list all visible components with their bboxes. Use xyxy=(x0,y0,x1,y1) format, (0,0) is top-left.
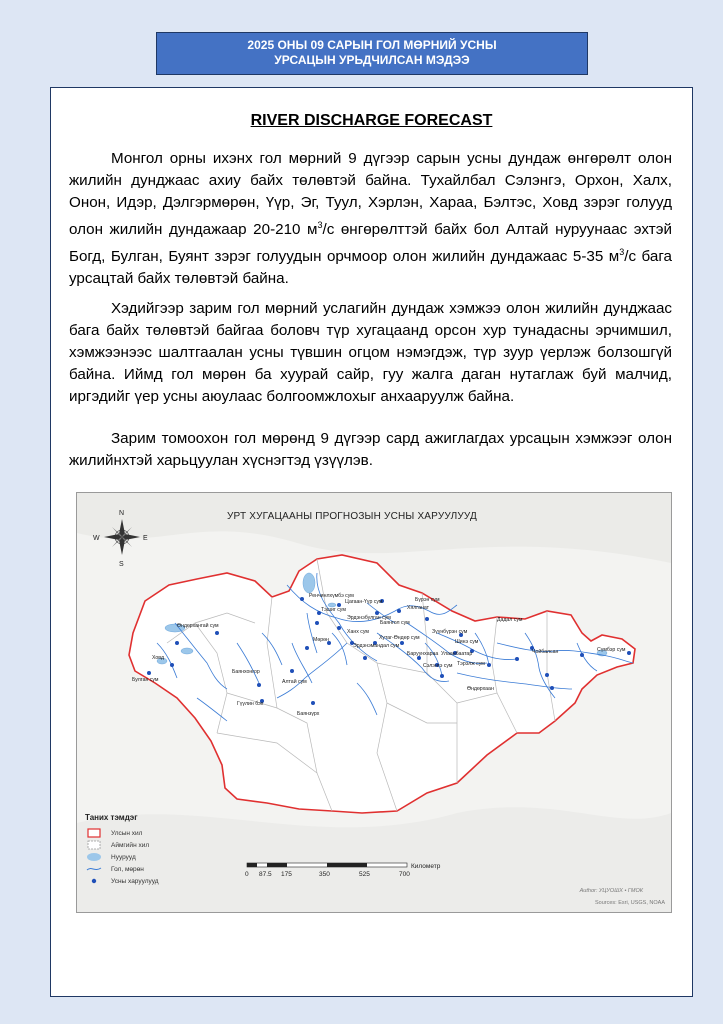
station-point xyxy=(440,674,444,678)
superscript-3b: 3 xyxy=(619,247,625,258)
station-icon xyxy=(85,876,105,886)
station-point xyxy=(215,631,219,635)
label-bulgan: Булган сум xyxy=(132,677,159,683)
label-bayanzurkh: Баянзүрх xyxy=(297,711,320,717)
station-point xyxy=(545,673,549,677)
compass-w: W xyxy=(93,535,100,542)
station-point xyxy=(300,597,304,601)
label-baruunkharaa: Баруунхараа xyxy=(407,651,439,657)
scale-tick-0: 0 xyxy=(245,871,249,878)
country-border-icon xyxy=(85,828,105,838)
compass-n: N xyxy=(119,510,125,517)
label-bayankhongor: Баянхонгор xyxy=(232,669,260,675)
label-moron: Мөрөн xyxy=(313,637,329,643)
legend-label-lakes: Нуурууд xyxy=(111,853,136,861)
scale-tick-1: 87.5 xyxy=(259,871,272,878)
legend-row-lakes xyxy=(85,851,185,863)
legend-label-border: Улсын хил xyxy=(111,829,143,837)
label-teshig: Тэшиг сум xyxy=(321,607,346,613)
station-point xyxy=(257,683,261,687)
label-selenge: Сэлэнгэ сум xyxy=(423,663,453,669)
label-choibalsan: Чойбалсан xyxy=(532,649,559,655)
station-point xyxy=(550,686,554,690)
label-buren-1: Бүрэн сум xyxy=(415,597,440,603)
station-point xyxy=(290,669,294,673)
label-sumber: Сүмбэр сум xyxy=(597,647,626,653)
scale-tick-5: 700 xyxy=(399,871,410,878)
header-line-2: УРСАЦЫН УРЬДЧИЛСАН МЭДЭЭ xyxy=(274,53,470,67)
label-ondorkhangai: Өндөрхангай сум xyxy=(177,623,219,629)
label-dadal: Дадал сум xyxy=(497,617,523,623)
forecast-map xyxy=(76,492,672,913)
legend-title: Таних тэмдэг xyxy=(85,813,138,822)
scale-unit: Километр xyxy=(411,863,441,870)
superscript-3: 3 xyxy=(317,220,323,230)
compass-s: S xyxy=(119,561,124,568)
scale-tick-4: 525 xyxy=(359,871,370,878)
station-point xyxy=(147,671,151,675)
label-terelj: Тэрэлж сум xyxy=(457,661,485,667)
station-point xyxy=(175,641,179,645)
label-shine: Шинэ сум xyxy=(455,639,479,645)
header-line-1: 2025 ОНЫ 09 САРЫН ГОЛ МӨРНИЙ УСНЫ xyxy=(247,38,497,52)
map-legend xyxy=(85,813,185,887)
legend-label-rivers: Гол, мөрөн xyxy=(111,865,144,873)
label-ondorkhaan: Өндөрхаан xyxy=(467,686,494,692)
label-ulaanbaatar: Улаанбаатар xyxy=(441,651,473,657)
map-title: УРТ ХУГАЦААНЫ ПРОГНОЗЫН УСНЫ ХАРУУЛУУД xyxy=(227,511,477,522)
label-khankh: Ханх сум xyxy=(347,629,369,635)
paragraph-1 xyxy=(69,148,672,290)
paragraph-2: Хэдийгээр зарим гол мөрний услагийн дундаж хэмжээ олон жилийн дунджаас бага байх төлөвтэй байгаа боловч түр хугацаанд орсон хур тунадасны эрчимшил, хэмжээнээс шалтгаалан усны түвшин огцом нэмэгдэж, түр зуур үерлэж болзошгүй байна. Иймд гол мөрөн ба хуурай сайр, гуу жалга даган нутаглаж буй малчид, иргэдийг үер усны аюулаас болгоомжлохыг анхааруулж байна. xyxy=(69,300,672,405)
label-erdenebulgan: Эрдэнэбулган сум xyxy=(347,615,391,621)
label-tsagaan-uur: Цагаан-Үүр сум xyxy=(345,599,383,605)
report-header-banner xyxy=(156,32,588,75)
province-border-icon xyxy=(85,840,105,850)
label-khovd: Ховд xyxy=(152,655,165,661)
paragraph-1-part-c: /с бага урсацтай байх төлөвтэй байна. xyxy=(69,248,672,288)
label-khutag-ondor: Хутаг-Өндөр сум xyxy=(379,635,420,641)
legend-row-stations xyxy=(85,875,185,887)
station-point xyxy=(170,663,174,667)
legend-row-border xyxy=(85,827,185,839)
station-point xyxy=(337,626,341,630)
station-point xyxy=(515,657,519,661)
legend-row-province xyxy=(85,839,185,851)
scale-tick-2: 175 xyxy=(281,871,292,878)
label-zuunburen: Зүүнбүрэн сум xyxy=(432,629,468,635)
station-point xyxy=(425,617,429,621)
label-bayangol: Баянгол сум xyxy=(380,620,410,626)
legend-label-province: Аймгийн хил xyxy=(111,841,150,849)
station-point xyxy=(397,609,401,613)
label-altai: Алтай сум xyxy=(282,679,307,685)
label-renchinlkhumbe: Ренчинлхүмбэ сум xyxy=(309,593,354,599)
paragraph-3: Зарим томоохон гол мөрөнд 9 дүгээр сард ажиглагдах урсацын хэмжээг олон жилийнхтэй харьцуулан хүснэгтэд үзүүлэв. xyxy=(69,430,672,469)
label-erdenemandal: Эрдэнэмандал сум xyxy=(353,643,400,649)
station-point xyxy=(580,653,584,657)
label-khyalganat: Хялганат xyxy=(407,605,429,611)
legend-row-rivers xyxy=(85,863,185,875)
lake-icon xyxy=(85,852,105,862)
map-author-credit: Author: УЦУОШХ • ГМОК xyxy=(579,888,643,894)
legend-label-stations: Усны харуулууд xyxy=(111,877,159,885)
station-point xyxy=(627,651,631,655)
document-title: RIVER DISCHARGE FORECAST xyxy=(250,112,493,129)
document-panel xyxy=(50,87,693,997)
paragraph-1-part-a: Монгол орны ихэнх гол мөрний 9 дүгээр сарын усны дундаж өнгөрөлт олон жилийн дунджаас ахиу байх төлөвтэй байна. Тухайлбал Сэлэнгэ, Орхон, Халх, Онон, Идэр, Дэлгэрмөрөн, Үүр, Эг, Туул, Хэрлэн, Хараа, Бэлтэс, Ховд зэрэг голууд олон жилийн дундажаар 20-210 м xyxy=(69,150,672,239)
station-point xyxy=(487,663,491,667)
map-source-credit: Sources: Esri, USGS, NOAA xyxy=(595,900,665,906)
paragraph-1-part-b: /с өнгөрөлттэй байх бол Алтай нуруунаас эхтэй Богд, Булган, Буянт зэрэг голуудын орчмоор олон жилийн дундажаас 5-35 м xyxy=(69,221,672,266)
compass-e: E xyxy=(143,535,148,542)
station-point xyxy=(305,646,309,650)
scale-tick-3: 350 xyxy=(319,871,330,878)
river-icon xyxy=(85,864,105,874)
station-point xyxy=(315,621,319,625)
label-guulin-bekh: Гүүлин бэх xyxy=(237,701,264,707)
station-point xyxy=(400,641,404,645)
station-point xyxy=(311,701,315,705)
station-point xyxy=(363,656,367,660)
